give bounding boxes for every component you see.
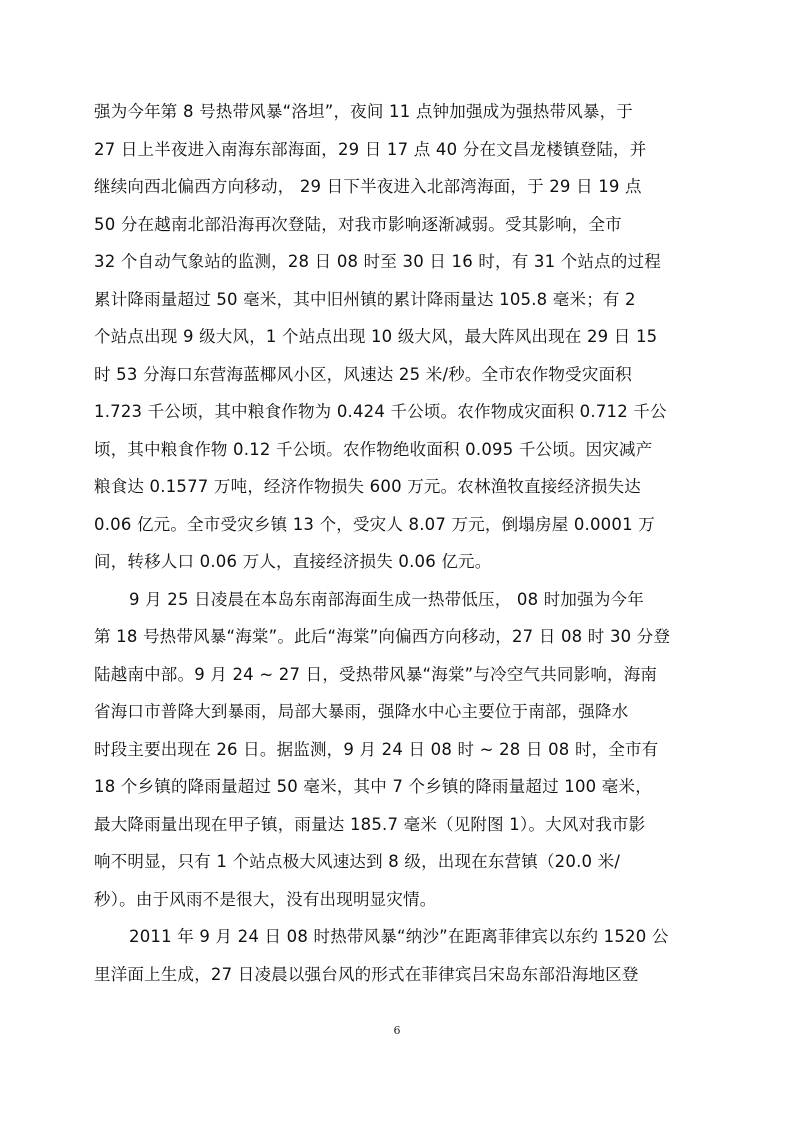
text-line: 最大降雨量出现在甲子镇，雨量达 185.7 毫米（见附图 1）。大风对我市影 xyxy=(94,814,646,834)
text-line: 50 分在越南北部沿海再次登陆，对我市影响逐渐减弱。受其影响，全市 xyxy=(94,214,622,234)
text-line: 27 日上半夜进入南海东部海面，29 日 17 点 40 分在文昌龙楼镇登陆，并 xyxy=(94,139,647,159)
text-line: 响不明显，只有 1 个站点极大风速达到 8 级，出现在东营镇（20.0 米/ xyxy=(94,852,621,871)
text-line: 18 个乡镇的降雨量超过 50 毫米，其中 7 个乡镇的降雨量超过 100 毫米， xyxy=(94,777,652,796)
text-line: 0.06 亿元。全市受灾乡镇 13 个，受灾人 8.07 万元，倒塌房屋 0.0001 万 xyxy=(94,514,655,534)
text-line: 累计降雨量超过 50 毫米，其中旧州镇的累计降雨量达 105.8 毫米；有 2 xyxy=(94,289,636,309)
paragraph-first-line: 2011 年 9 月 24 日 08 时热带风暴“纳沙”在距离菲律宾以东约 1520 公 xyxy=(129,927,669,946)
text-line: 顷，其中粮食作物 0.12 千公顷。农作物绝收面积 0.095 千公顷。因灾减产 xyxy=(94,439,653,459)
text-line: 间，转移人口 0.06 万人，直接经济损失 0.06 亿元。 xyxy=(94,552,492,571)
text-line: 个站点出现 9 级大风，1 个站点出现 10 级大风，最大阵风出现在 29 日 15 xyxy=(94,327,658,346)
text-line: 省海口市普降大到暴雨，局部大暴雨，强降水中心主要位于南部，强降水 xyxy=(94,702,629,721)
text-line: 粮食达 0.1577 万吨，经济作物损失 600 万元。农林渔牧直接经济损失达 xyxy=(94,477,642,496)
paragraph-first-line: 9 月 25 日凌晨在本岛东南部海面生成一热带低压， 08 时加强为今年 xyxy=(129,589,644,609)
text-line: 强为今年第 8 号热带风暴“洛坦”，夜间 11 点钟加强成为强热带风暴，于 xyxy=(94,102,633,121)
document-body xyxy=(94,93,704,993)
page-number: 6 xyxy=(393,1024,401,1037)
text-line: 里洋面上生成，27 日凌晨以强台风的形式在菲律宾吕宋岛东部沿海地区登 xyxy=(94,964,639,984)
text-line: 1.723 千公顷，其中粮食作物为 0.424 千公顷。农作物成灾面积 0.712 千公 xyxy=(94,402,667,421)
text-line: 秒）。由于风雨不是很大，没有出现明显灾情。 xyxy=(94,889,437,909)
text-line: 陆越南中部。9 月 24 ~ 27 日，受热带风暴“海棠”与冷空气共同影响，海南 xyxy=(94,664,658,684)
text-line: 时 53 分海口东营海蓝椰风小区，风速达 25 米/秒。全市农作物受灾面积 xyxy=(94,364,632,384)
text-line: 32 个自动气象站的监测，28 日 08 时至 30 日 16 时，有 31 个站点的过程 xyxy=(94,252,661,271)
text-line: 时段主要出现在 26 日。据监测，9 月 24 日 08 时 ~ 28 日 08 时，全市有 xyxy=(94,739,659,759)
text-line: 第 18 号热带风暴“海棠”。此后“海棠”向偏西方向移动，27 日 08 时 30 分登 xyxy=(94,627,671,646)
text-line: 继续向西北偏西方向移动， 29 日下半夜进入北部湾海面，于 29 日 19 点 xyxy=(94,177,642,196)
